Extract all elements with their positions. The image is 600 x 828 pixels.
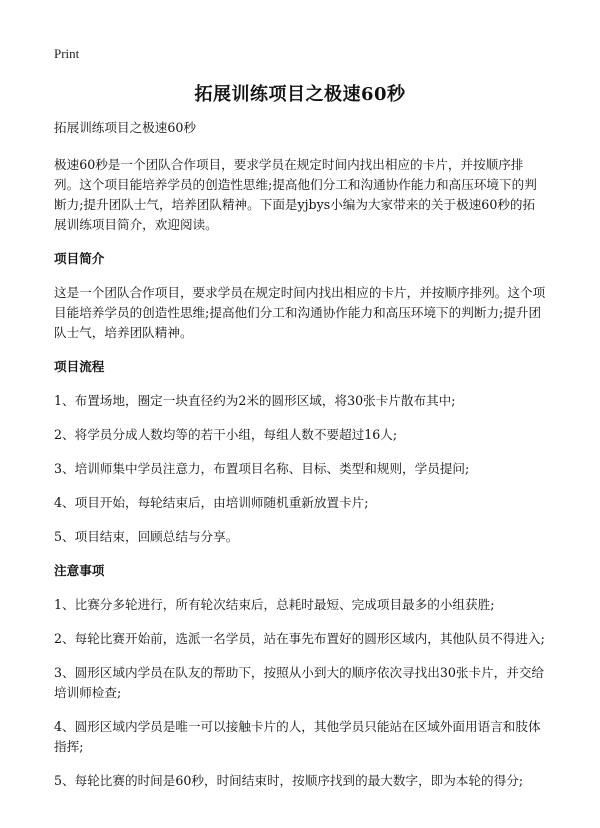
note-item: 4、圆形区域内学员是唯一可以接触卡片的人，其他学员只能站在区域外面用语言和肢体指挥; xyxy=(54,719,541,754)
section-heading-notes: 注意事项 xyxy=(54,563,105,578)
page-title: 拓展训练项目之极速60秒 xyxy=(194,84,406,105)
overview-paragraph: 这是一个团队合作项目，要求学员在规定时间内找出相应的卡片，并按顺序排列。这个项目能培养学员的创造性思维;提高他们分工和沟通协作能力和高压环境下的判断力;提升团队士气，培养团队精神。 xyxy=(54,285,546,340)
process-step: 2、将学员分成人数均等的若干小组，每组人数不要超过16人; xyxy=(54,427,398,442)
note-item: 1、比赛分多轮进行，所有轮次结束后，总耗时最短、完成项目最多的小组获胜; xyxy=(54,597,495,612)
article-body xyxy=(54,118,546,805)
note-item: 3、圆形区域内学员在队友的帮助下，按照从小到大的顺序依次寻找出30张卡片，并交给培训师检查; xyxy=(54,665,545,700)
intro-paragraph: 极速60秒是一个团队合作项目，要求学员在规定时间内找出相应的卡片，并按顺序排列。这个项目能培养学员的创造性思维;提高他们分工和沟通协作能力和高压环境下的判断力;提升团队士气，培养团队精神。下面是yjbys小编为大家带来的关于极速60秒的拓展训练项目简介，欢迎阅读。 xyxy=(54,157,537,232)
article-subtitle: 拓展训练项目之极速60秒 xyxy=(54,120,196,135)
note-item: 5、每轮比赛的时间是60秒，时间结束时，按顺序找到的最大数字，即为本轮的得分; xyxy=(54,773,524,788)
process-step: 5、项目结束，回顾总结与分享。 xyxy=(54,529,239,544)
process-step: 1、布置场地，圈定一块直径约为2米的圆形区域，将30张卡片散布其中; xyxy=(54,393,456,408)
note-item: 2、每轮比赛开始前，选派一名学员，站在事先布置好的圆形区域内，其他队员不得进入; xyxy=(54,631,545,646)
section-heading-overview: 项目简介 xyxy=(54,251,105,266)
print-label: Print xyxy=(54,46,80,61)
section-heading-process: 项目流程 xyxy=(54,359,105,374)
process-step: 4、项目开始，每轮结束后，由培训师随机重新放置卡片; xyxy=(54,495,369,510)
process-step: 3、培训师集中学员注意力，布置项目名称、目标、类型和规则，学员提问; xyxy=(54,461,470,476)
